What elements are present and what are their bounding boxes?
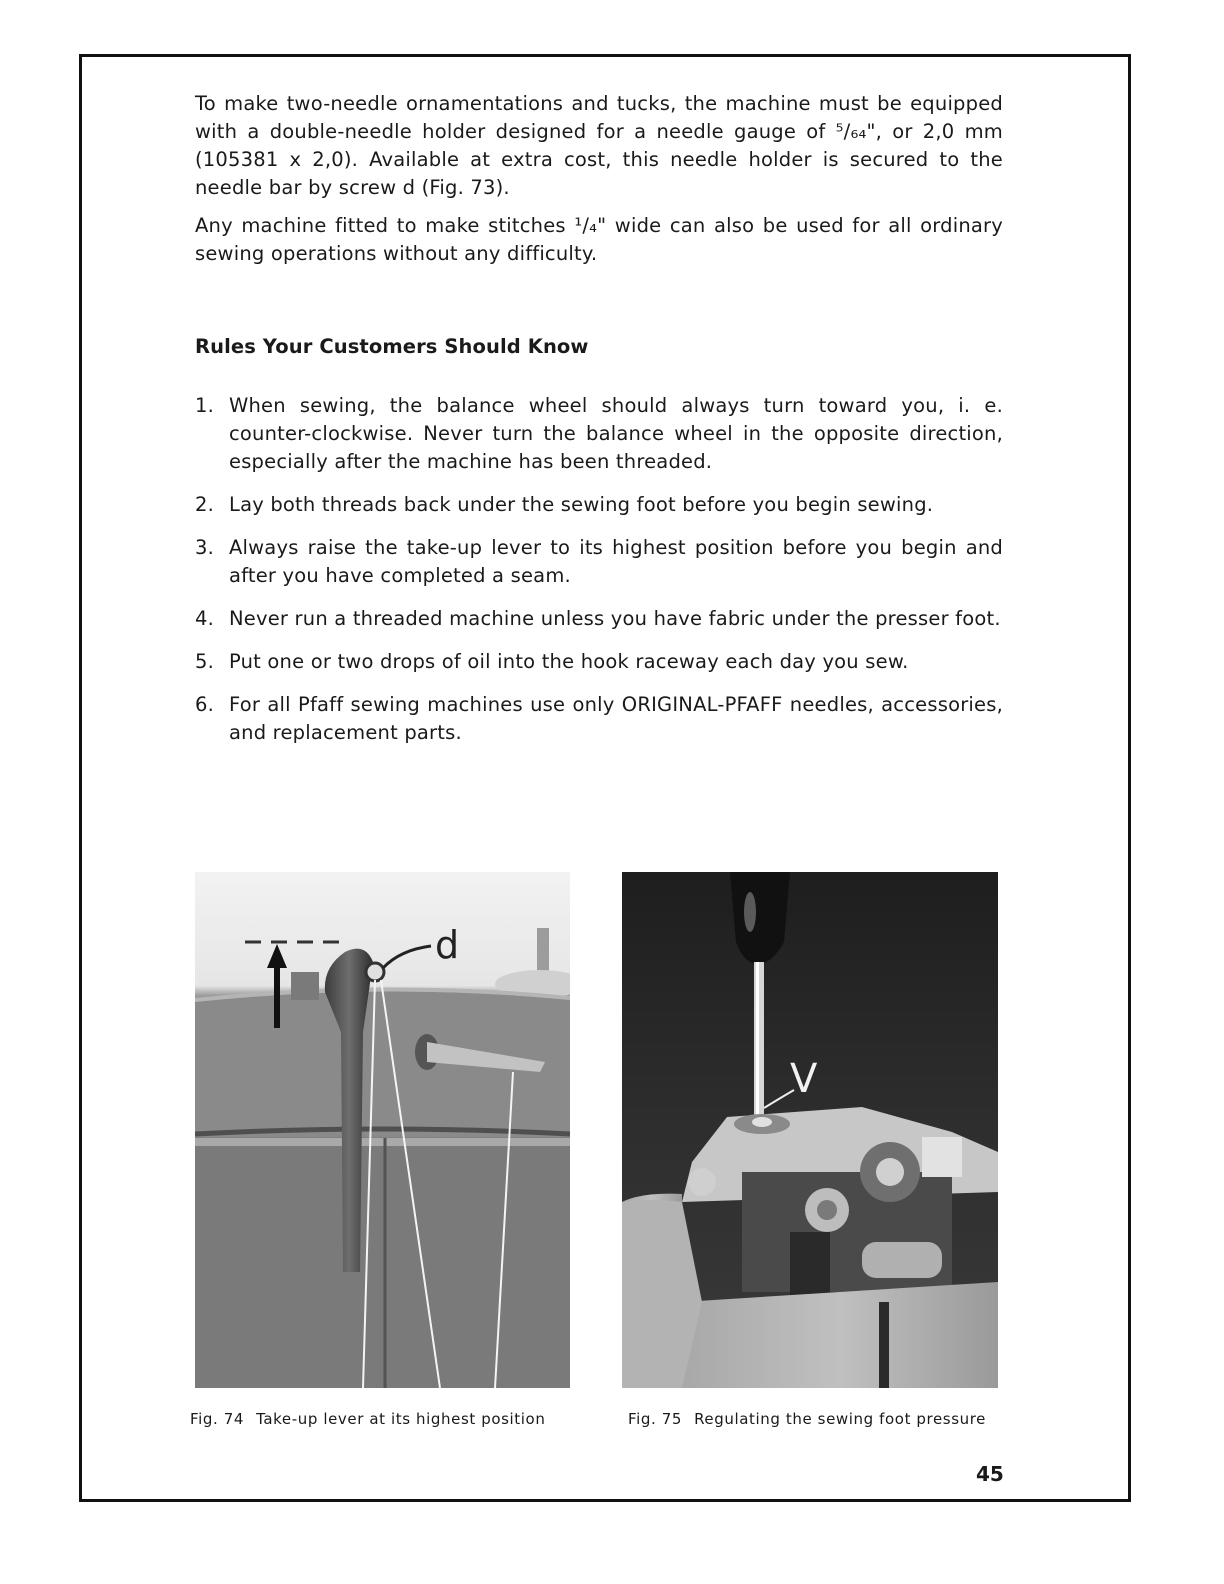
rule-number: 5.	[195, 650, 215, 673]
figure-75-photo	[622, 872, 998, 1388]
rule-text: Put one or two drops of oil into the hook raceway each day you sew.	[229, 650, 909, 673]
rule-item	[195, 491, 1003, 519]
stitch-width-paragraph: Any machine fitted to make stitches ¹/₄" wide can also be used for all ordinary sewing operations without any difficulty.	[195, 214, 1003, 265]
rule-text: Always raise the take-up lever to its highest position before you begin and after you have completed a seam.	[229, 536, 1003, 587]
rule-text: When sewing, the balance wheel should always turn toward you, i. e. counter-clockwise. Never turn the balance wheel in the opposite direction, especially after the machine has been threaded.	[229, 394, 1003, 473]
figure-75-number: Fig. 75	[628, 1410, 683, 1428]
rule-number: 1.	[195, 394, 215, 417]
figure-75-caption-text: Regulating the sewing foot pressure	[694, 1410, 987, 1428]
page-number: 45	[976, 1462, 1004, 1486]
rule-text: Lay both threads back under the sewing foot before you begin sewing.	[229, 493, 934, 516]
figure-75-label: V	[790, 1056, 818, 1102]
rule-text: For all Pfaff sewing machines use only ORIGINAL-PFAFF needles, accessories, and replacement parts.	[229, 693, 1003, 744]
rule-item	[195, 534, 1003, 590]
rule-item	[195, 691, 1003, 747]
rule-number: 3.	[195, 536, 215, 559]
rules-list	[195, 392, 1003, 762]
figure-75-caption	[628, 1410, 986, 1428]
figure-74-number: Fig. 74	[190, 1410, 245, 1428]
intro-paragraph: To make two-needle ornamentations and tucks, the machine must be equipped with a double-needle holder designed for a needle gauge of ⁵/₆₄", or 2,0 mm (105381 x 2,0). Available at extra cost, this needle holder is secured to the needle bar by screw d (Fig. 73).	[195, 92, 1003, 199]
figure-74-caption-text: Take-up lever at its highest position	[256, 1410, 546, 1428]
rule-number: 4.	[195, 607, 215, 630]
rule-text: Never run a threaded machine unless you have fabric under the presser foot.	[229, 607, 1001, 630]
rule-item	[195, 392, 1003, 476]
rule-number: 6.	[195, 693, 215, 716]
figure-74-photo	[195, 872, 570, 1388]
rules-heading: Rules Your Customers Should Know	[195, 335, 589, 358]
rule-item	[195, 605, 1003, 633]
figure-74-caption	[190, 1410, 545, 1428]
rule-item	[195, 648, 1003, 676]
figure-74-label: d	[435, 923, 460, 967]
rule-number: 2.	[195, 493, 215, 516]
